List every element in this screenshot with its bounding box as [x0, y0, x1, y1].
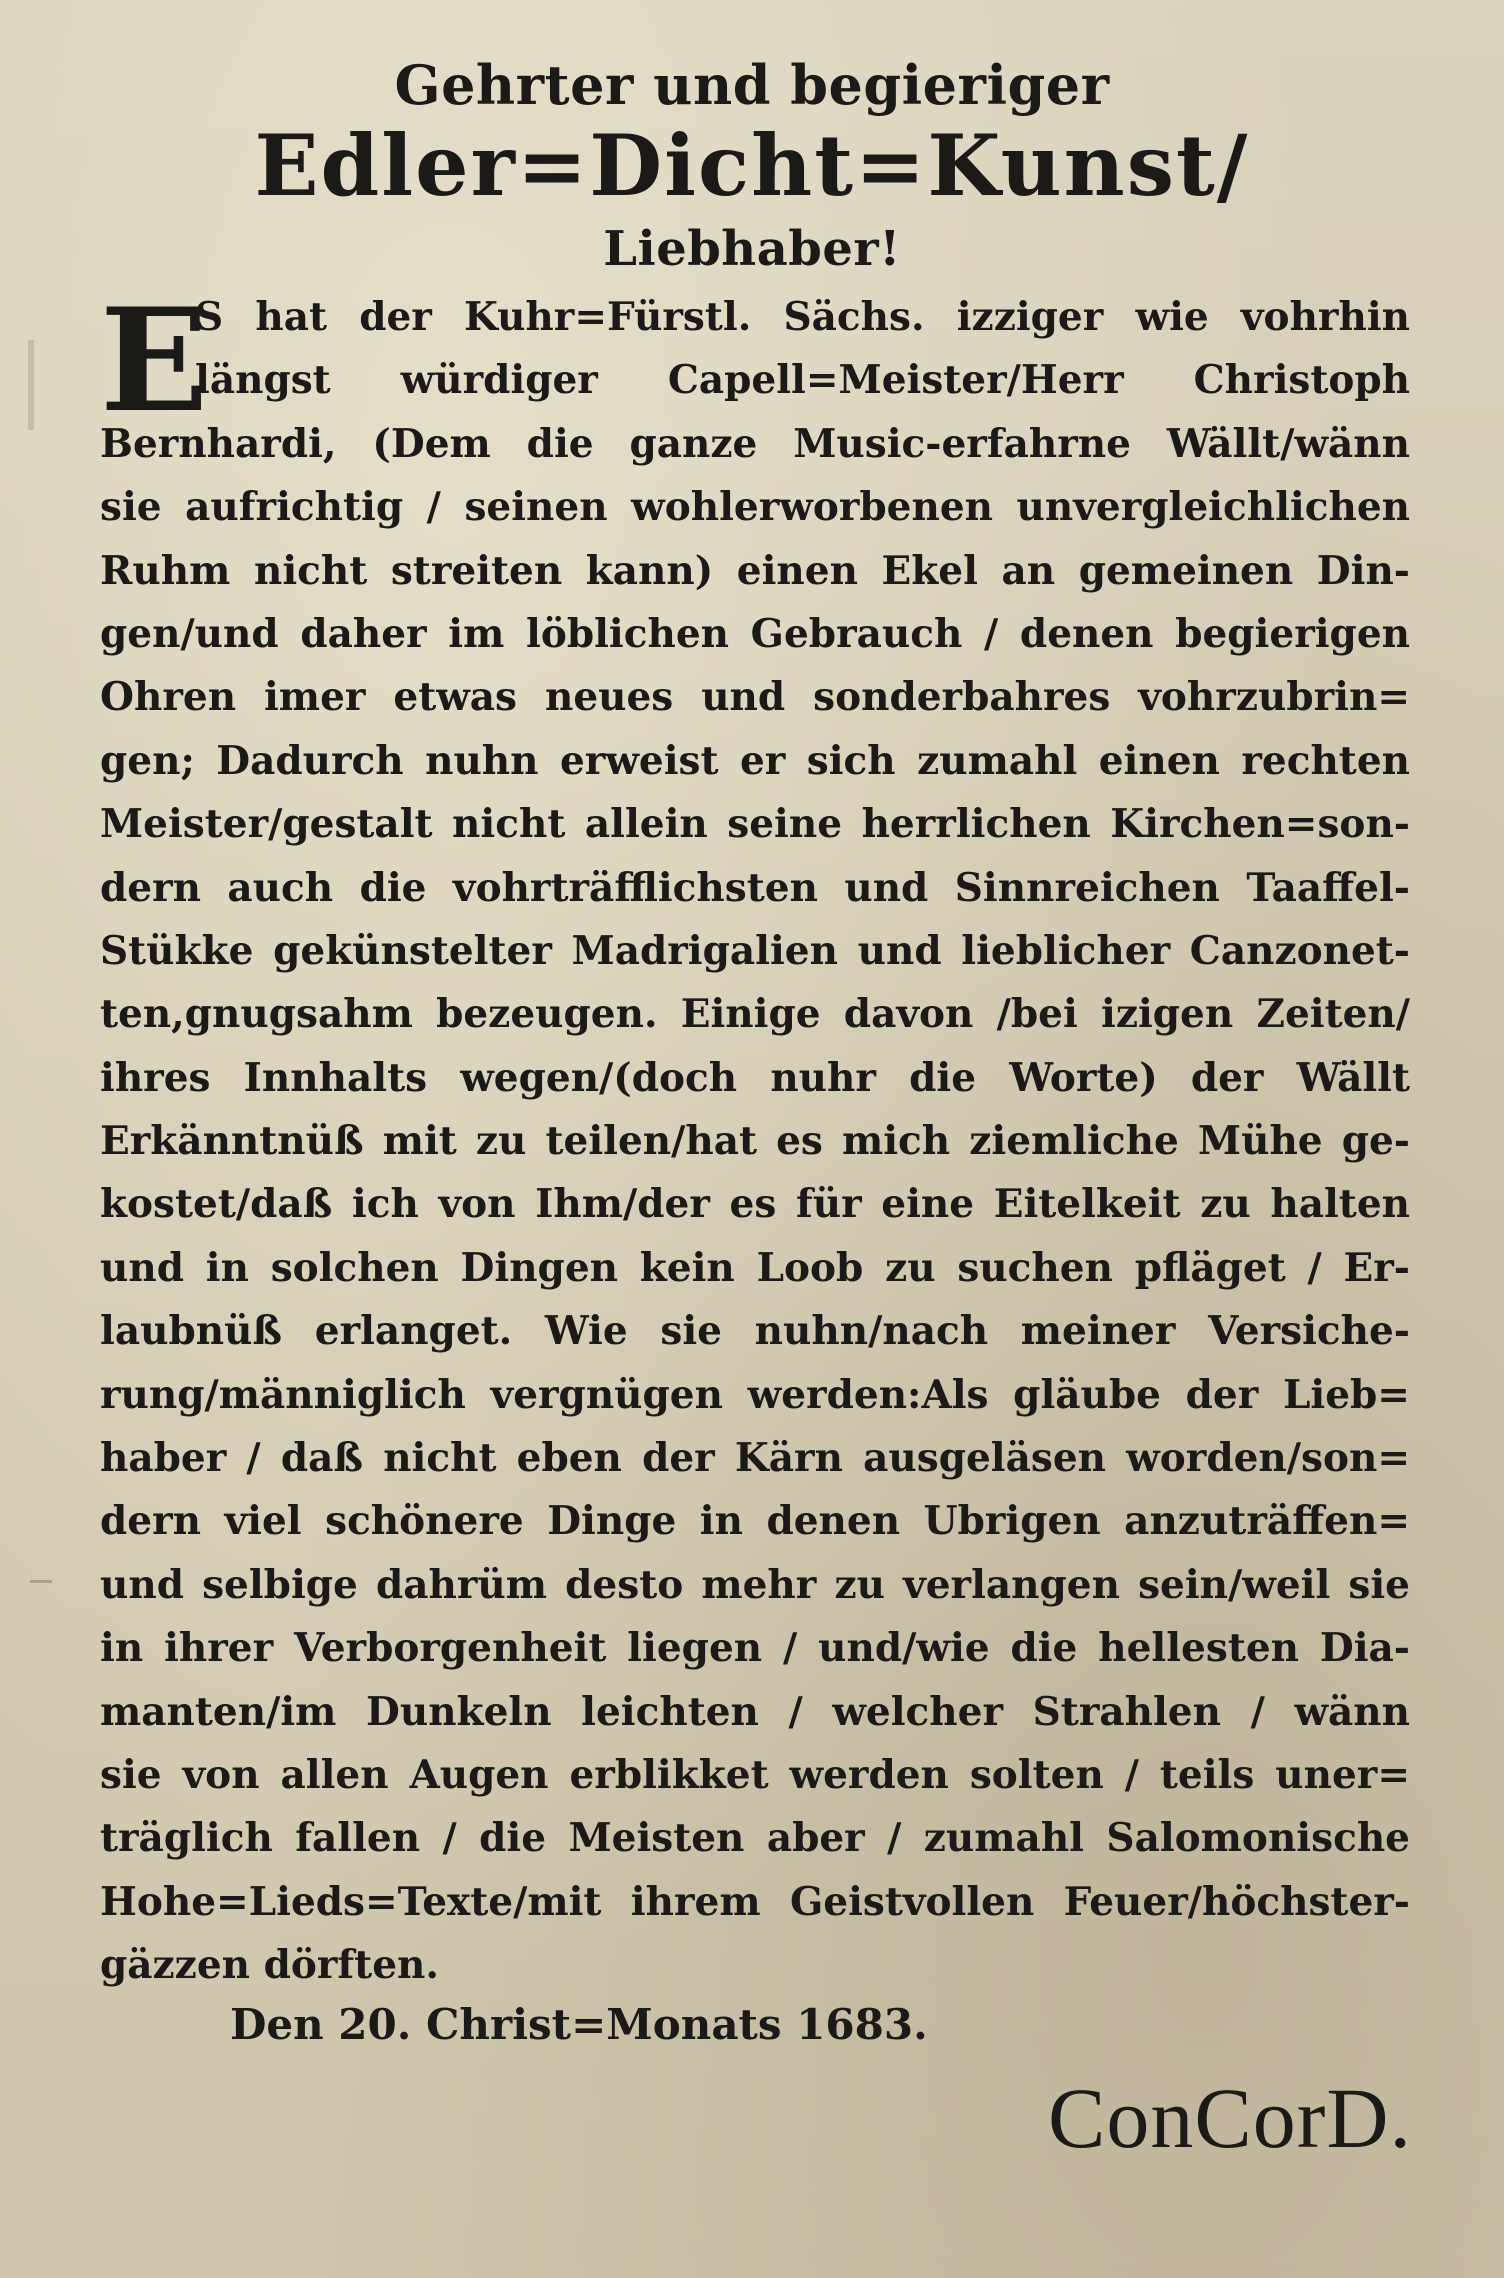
text-line: längst würdiger Capell=Meister/Herr Christoph [195, 357, 1410, 404]
show-through-mark [28, 340, 52, 430]
heading-line-2: Edler=Dicht=Kunst/ [254, 116, 1250, 215]
text-line: dern auch die vohrträfflichsten und Sinnreichen Taaffel- [100, 864, 1410, 911]
text-line: und in solchen Dingen kein Loob zu suchen pfläget / Er- [100, 1244, 1410, 1291]
text-line: gen; Dadurch nuhn erweist er sich zumahl einen rechten [100, 737, 1410, 784]
text-line: ihres Innhalts wegen/(doch nuhr die Worte) der Wällt [100, 1054, 1410, 1101]
text-line: gen/und daher im löblichen Gebrauch / denen begierigen [100, 610, 1410, 657]
text-line: Bernhardi, (Dem die ganze Music-erfahrne Wällt/wänn [100, 420, 1410, 467]
margin-tick [30, 1580, 52, 1583]
heading-line-1: Gehrter und begieriger [394, 53, 1110, 117]
text-line: laubnüß erlanget. Wie sie nuhn/nach meiner Versiche- [100, 1308, 1410, 1355]
text-line: haber / daß nicht eben der Kärn ausgeläsen worden/son= [100, 1435, 1410, 1482]
text-line: Hohe=Lieds=Texte/mit ihrem Geistvollen Feuer/höchster- [100, 1878, 1410, 1925]
heading-line-3: Liebhaber! [603, 221, 901, 277]
text-line: träglich fallen / die Meisten aber / zumahl Salomonische [100, 1815, 1410, 1862]
text-line: gäzzen dörften. [100, 1942, 439, 1989]
text-line: S hat der Kuhr=Fürstl. Sächs. izziger wie vohrhin [195, 294, 1410, 340]
text-line: in ihrer Verborgenheit liegen / und/wie die hellesten Dia- [100, 1625, 1410, 1672]
text-line: sie von allen Augen erblikket werden solten / teils uner= [100, 1751, 1410, 1798]
text-line: ten,gnugsahm bezeugen. Einige davon /bei izigen Zeiten/ [100, 991, 1410, 1038]
text-line: Ohren imer etwas neues und sonderbahres vohrzubrin= [100, 674, 1410, 721]
text-line: Stükke gekünstelter Madrigalien und lieblicher Canzonet- [100, 927, 1410, 974]
text-line: kostet/daß ich von Ihm/der es für eine Eitelkeit zu halten [100, 1181, 1410, 1228]
text-line: Meister/gestalt nicht allein seine herrlichen Kirchen=son- [100, 801, 1410, 848]
text-line: sie aufrichtig / seinen wohlerworbenen unvergleichlichen [100, 484, 1410, 531]
date-line: Den 20. Christ=Monats 1683. [230, 2000, 928, 2049]
text-line: dern viel schönere Dinge in denen Ubrigen anzuträffen= [100, 1498, 1410, 1545]
text-line: rung/männiglich vergnügen werden:Als gläube der Lieb= [100, 1371, 1410, 1418]
text-line: Erkänntnüß mit zu teilen/hat es mich ziemliche Mühe ge- [100, 1118, 1410, 1165]
text-line: und selbige dahrüm desto mehr zu verlangen sein/weil sie [100, 1561, 1410, 1608]
body-paragraph [100, 278, 1410, 1998]
text-line: manten/im Dunkeln leichten / welcher Strahlen / wänn [100, 1688, 1410, 1735]
text-line: Ruhm nicht streiten kann) einen Ekel an gemeinen Din- [100, 547, 1410, 594]
drop-cap: E [100, 278, 209, 444]
signature: ConCorD. [1048, 2070, 1412, 2166]
